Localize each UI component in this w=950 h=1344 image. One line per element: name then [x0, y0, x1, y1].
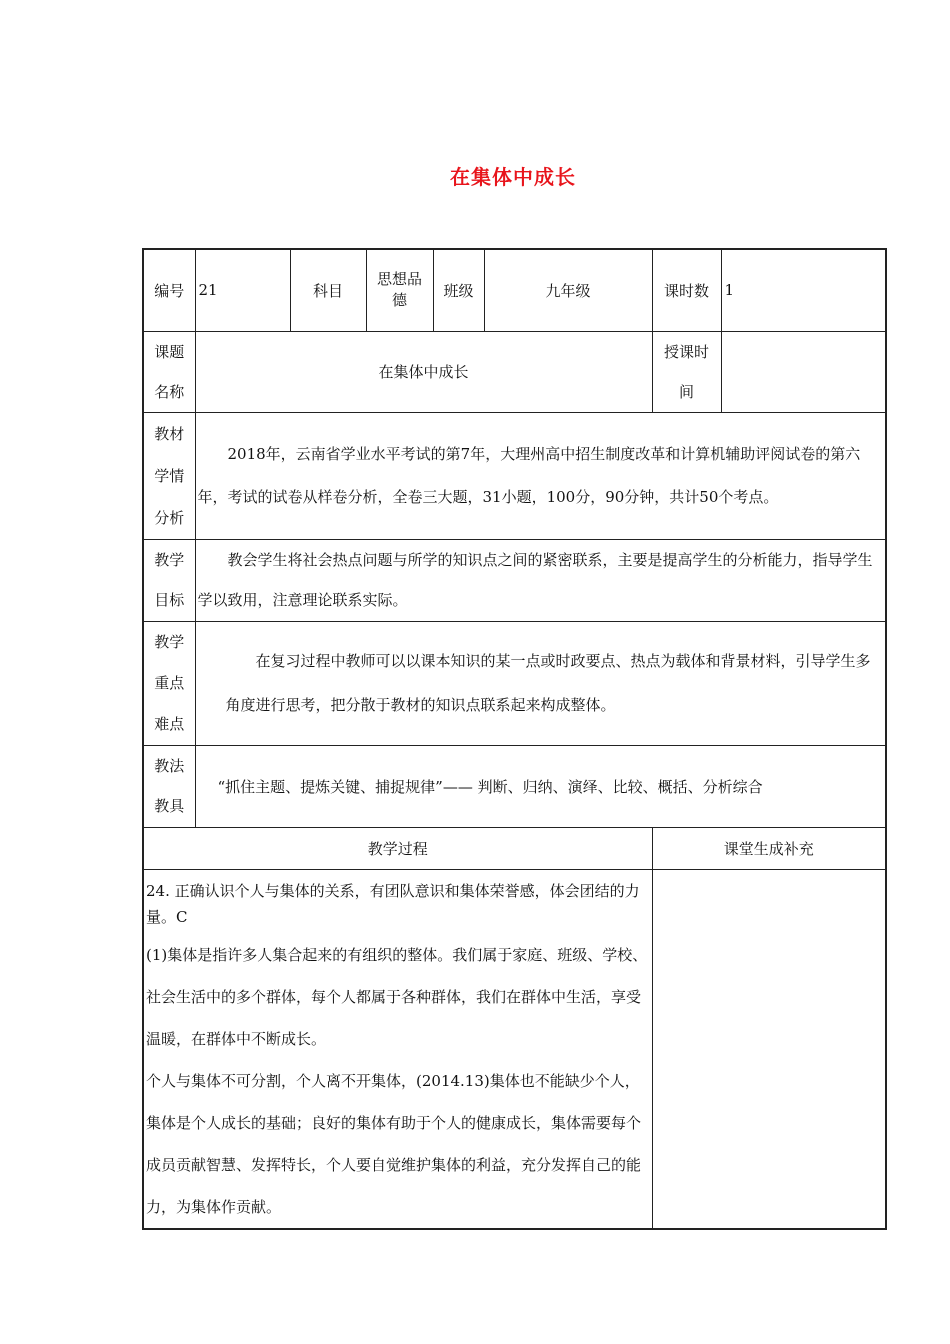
process-paragraph-1: 24. 正确认识个人与集体的关系，有团队意识和集体荣誉感，体会团结的力量。C [146, 881, 640, 926]
supplement-content [652, 869, 886, 1229]
keti-label: 课题名称 [143, 331, 195, 412]
zhongdian-text [195, 621, 886, 745]
mubiao-label: 教学目标 [143, 539, 195, 621]
topic-row [143, 331, 886, 412]
jiaofa-label: 教法教具 [143, 745, 195, 827]
jiaocai-label: 教材学情分析 [143, 412, 195, 539]
zhongdian-row [143, 621, 886, 745]
shouke-value [721, 331, 886, 412]
mubiao-paragraph: 教会学生将社会热点问题与所学的知识点之间的紧密联系，主要是提高学生的分析能力，指导学生学以致用，注意理论联系实际。 [197, 551, 873, 609]
jiaofa-row [143, 745, 886, 827]
jiaocai-text [195, 412, 886, 539]
process-header: 教学过程 [143, 827, 652, 869]
mubiao-text [195, 539, 886, 621]
process-header-row [143, 827, 886, 869]
shouke-label: 授课时间 [652, 331, 721, 412]
banji-label: 班级 [433, 249, 484, 331]
kemu-label: 科目 [290, 249, 366, 331]
process-content [143, 869, 652, 1229]
jiaocai-paragraph: 2018年，云南省学业水平考试的第7年，大理州高中招生制度改革和计算机辅助评阅试卷的第六年，考试的试卷从样卷分析，全卷三大题，31小题，100分，90分钟，共计50个考点。 [197, 444, 861, 506]
bianhao-value: 21 [195, 249, 290, 331]
process-paragraph-2: (1)集体是指许多人集合起来的有组织的整体。我们属于家庭、班级、学校、社会生活中的多个群体，每个人都属于各种群体，我们在群体中生活，享受温暖，在群体中不断成长。 [146, 945, 648, 1048]
banji-value: 九年级 [484, 249, 652, 331]
keti-value: 在集体中成长 [195, 331, 652, 412]
bianhao-label: 编号 [143, 249, 195, 331]
lesson-plan-table [142, 248, 887, 1230]
page-title: 在集体中成长 [450, 165, 576, 189]
process-paragraph-3: 个人与集体不可分割，个人离不开集体，(2014.13)集体也不能缺少个人，集体是个人成长的基础；良好的集体有助于个人的健康成长，集体需要每个成员贡献智慧、发挥特长，个人要自觉维护集体的利益，充分发挥自己的能力，为集体作贡献。 [146, 1071, 642, 1216]
keshishu-value: 1 [721, 249, 886, 331]
jiaocai-row [143, 412, 886, 539]
supplement-header: 课堂生成补充 [652, 827, 886, 869]
info-row [143, 249, 886, 331]
mubiao-row [143, 539, 886, 621]
process-row [143, 869, 886, 1229]
zhongdian-paragraph: 在复习过程中教师可以以课本知识的某一点或时政要点、热点为载体和背景材料，引导学生多角度进行思考，把分散于教材的知识点联系起来构成整体。 [225, 652, 871, 714]
kemu-value: 思想品德 [366, 249, 433, 331]
jiaofa-text: “抓住主题、提炼关键、捕捉规律”—— 判断、归纳、演绎、比较、概括、分析综合 [195, 745, 886, 827]
zhongdian-label: 教学重点难点 [143, 621, 195, 745]
keshishu-label: 课时数 [652, 249, 721, 331]
